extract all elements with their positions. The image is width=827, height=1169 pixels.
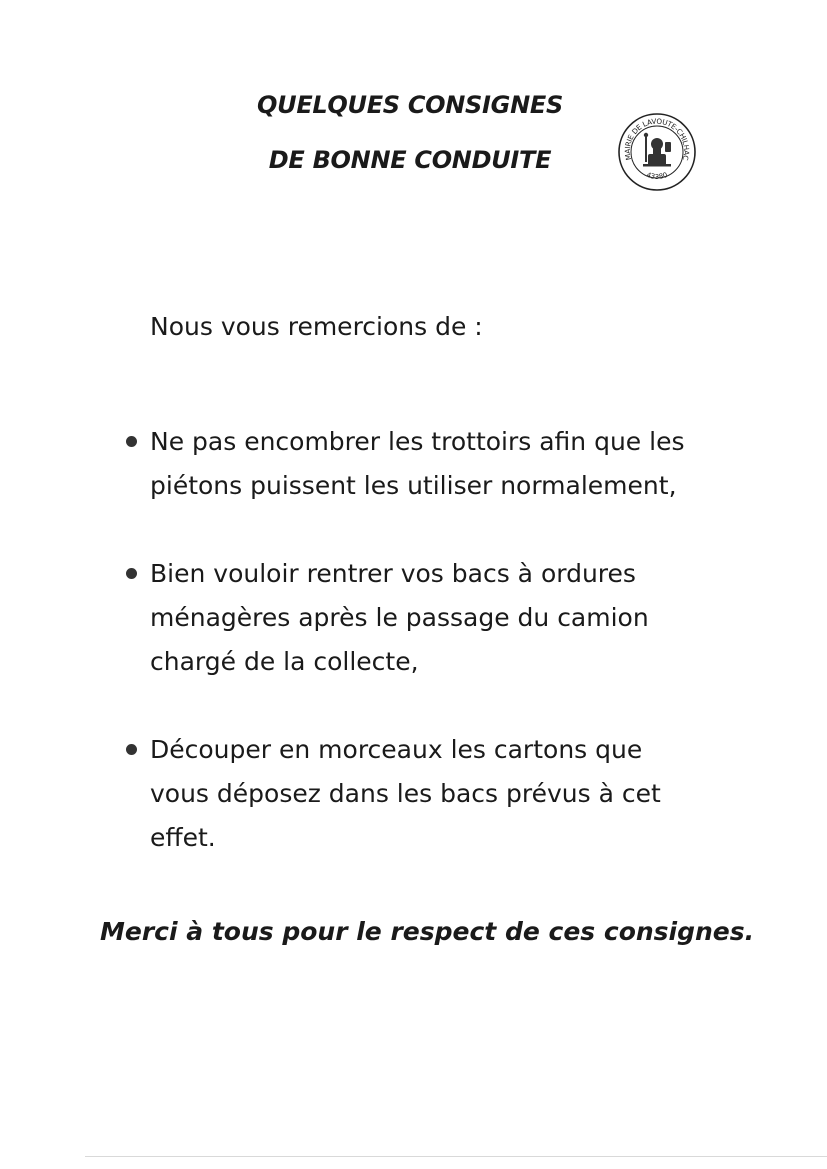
seal-bottom-text: 43380 [645, 170, 669, 181]
list-item [122, 552, 762, 684]
intro-text: Nous vous remercions de : [150, 312, 483, 341]
bullet-icon [126, 568, 137, 579]
scan-edge-line [85, 1156, 827, 1157]
list-item-text: Bien vouloir rentrer vos bacs à ordures ménagères après le passage du camion chargé de la collecte, [150, 559, 649, 676]
list-item [122, 420, 762, 508]
bullet-icon [126, 744, 137, 755]
list-item-text: Découper en morceaux les cartons que vous déposez dans les bacs prévus à cet effet. [150, 735, 661, 852]
municipal-seal-icon [617, 112, 697, 192]
instruction-list [122, 420, 762, 860]
title-line-1: QUELQUES CONSIGNES [257, 91, 563, 119]
list-item [122, 728, 762, 860]
list-item-text: Ne pas encombrer les trottoirs afin que les piétons puissent les utiliser normalement, [150, 427, 685, 500]
bullet-icon [126, 436, 137, 447]
seal-top-text: MAIRIE DE LAVOUTE-CHILHAC [622, 116, 692, 162]
title-line-2: DE BONNE CONDUITE [268, 146, 552, 174]
closing-text: Merci à tous pour le respect de ces consignes. [100, 917, 755, 946]
